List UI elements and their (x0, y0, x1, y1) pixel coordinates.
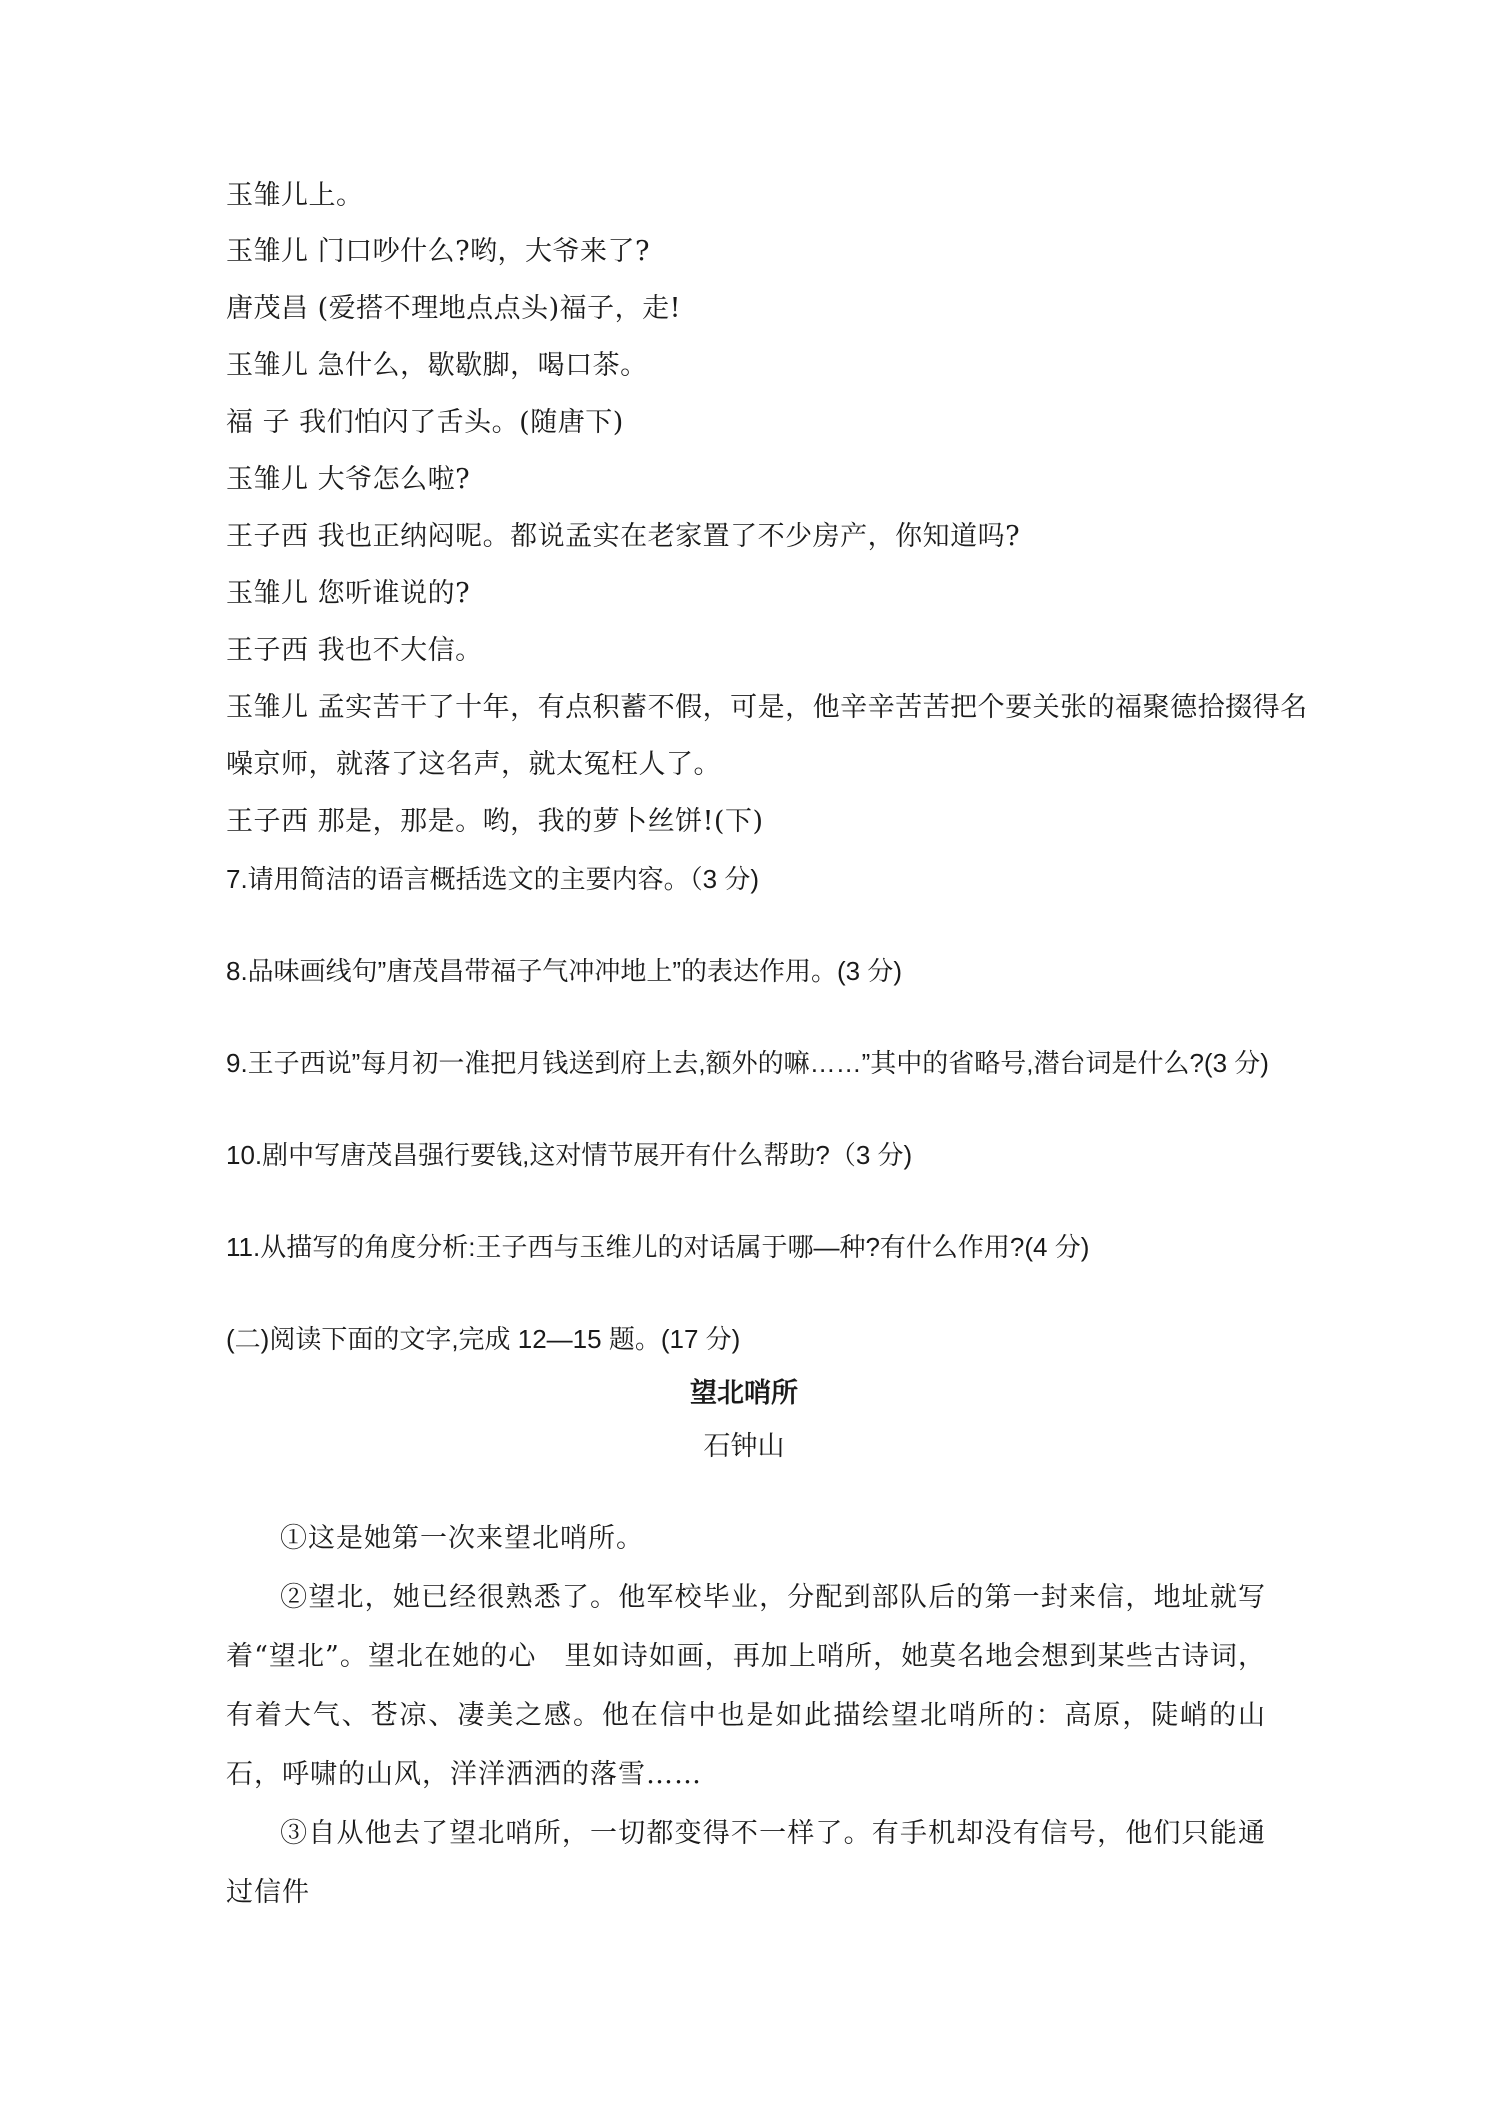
dialogue-line: 王子西 我也不大信。 (226, 635, 483, 666)
article-title: 望北哨所 (690, 1378, 798, 1408)
dialogue-line: 玉雏儿 大爷怎么啦? (226, 464, 471, 495)
section-heading: (二)阅读下面的文字,完成 12—15 题。(17 分) (226, 1324, 741, 1354)
question-11: 11.从描写的角度分析:王子西与玉维儿的对话属于哪—种?有什么作用?(4 分) (226, 1232, 1090, 1262)
article-author: 石钟山 (703, 1431, 785, 1461)
paragraph-text: ②望北，她已经很熟悉了。他军校毕业，分配到部队后的第一封来信，地址就写着“望北”。望北在她的心 里如诗如画，再加上哨所，她莫名地会想到某些古诗词，有着大气、苍凉、凄美之感。他在信中也是如此描绘望北哨所的：高原，陡峭的山石，呼啸的山风，洋洋洒洒的落雪…… (226, 1582, 1266, 1790)
dialogue-line: 噪京师，就落了这名声，就太冤枉人了。 (226, 749, 721, 780)
dialogue-line: 王子西 我也正纳闷呢。都说孟实在老家置了不少房产，你知道吗? (226, 521, 1021, 552)
article-paragraph (226, 1804, 1266, 1922)
dialogue-line: 玉雏儿上。 (226, 180, 364, 211)
paragraph-text: ①这是她第一次来望北哨所。 (280, 1523, 644, 1554)
question-10: 10.剧中写唐茂昌强行要钱,这对情节展开有什么帮助?（3 分) (226, 1140, 913, 1170)
paragraph-text: ③自从他去了望北哨所，一切都变得不一样了。有手机却没有信号，他们只能通过信件 (226, 1818, 1266, 1908)
dialogue-line: 玉雏儿 您听谁说的? (226, 578, 471, 609)
article-paragraph (226, 1509, 1266, 1568)
dialogue-line: 玉雏儿 孟实苦干了十年，有点积蓄不假，可是，他辛辛苦苦把个要关张的福聚德拾掇得名 (226, 692, 1308, 723)
question-9: 9.王子西说”每月初一准把月钱送到府上去,额外的嘛……”其中的省略号,潜台词是什么?(3 分) (226, 1048, 1269, 1078)
dialogue-line: 福 子 我们怕闪了舌头。(随唐下) (226, 407, 624, 438)
dialogue-line: 唐茂昌 (爱搭不理地点点头)福子，走! (226, 293, 681, 324)
dialogue-line: 玉雏儿 门口吵什么?哟，大爷来了? (226, 236, 651, 267)
article-paragraph (226, 1568, 1266, 1804)
question-8: 8.品味画线句”唐茂昌带福子气冲冲地上”的表达作用。(3 分) (226, 956, 903, 986)
dialogue-line: 王子西 那是，那是。哟，我的萝卜丝饼!(下) (226, 806, 764, 837)
dialogue-line: 玉雏儿 急什么，歇歇脚，喝口茶。 (226, 350, 648, 381)
question-7: 7.请用简洁的语言概括选文的主要内容。（3 分) (226, 864, 760, 894)
